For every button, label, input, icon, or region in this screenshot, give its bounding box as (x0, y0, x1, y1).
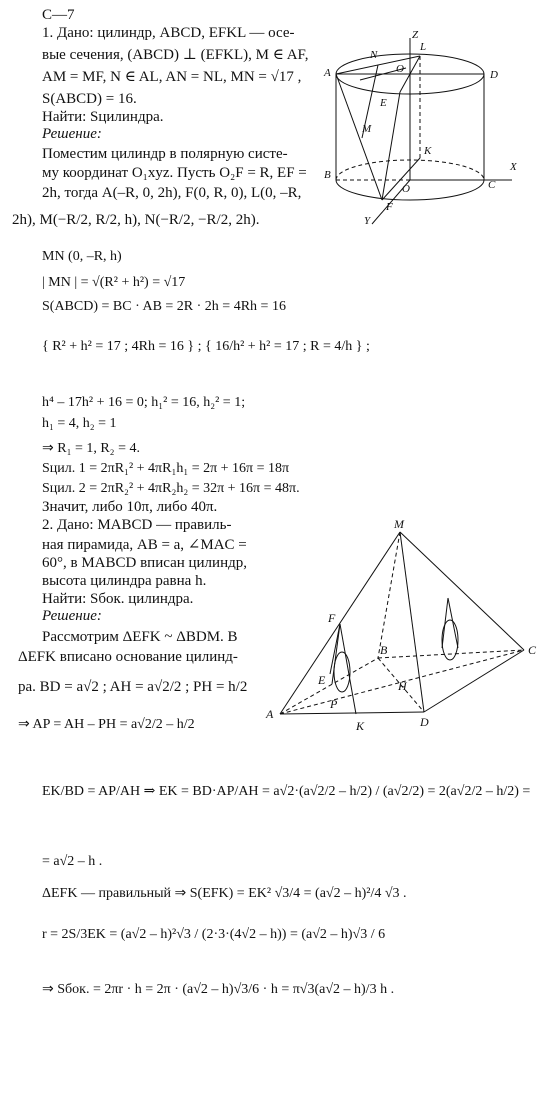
svg-text:E: E (380, 97, 387, 109)
svg-text:A: A (266, 707, 274, 721)
p1-math-quartic: h⁴ – 17h² + 16 = 0; h₁² = 16, h₂² = 1; (42, 395, 246, 410)
p2-body-1: Рассмотрим ΔEFK ~ ΔBDM. В (42, 629, 238, 645)
p2-line-2: ная пирамида, AB = a, ∠MAC = (42, 537, 247, 553)
p1-math-system: { R² + h² = 17 ; 4Rh = 16 } ; { 16/h² + h² = 17 ; R = 4/h } ; (42, 339, 370, 354)
svg-text:M: M (362, 123, 372, 135)
p1-math-s2: Sцил. 2 = 2πR₂² + 4πR₂h₂ = 32π + 16π = 48π. (42, 481, 300, 496)
p1-find: Найти: Sцилиндра. (42, 109, 164, 125)
p2-line-1: 2. Дано: MABCD — правиль- (42, 517, 232, 533)
p2-math-ap: ⇒ AP = AH – PH = a√2/2 – h/2 (18, 717, 195, 732)
svg-text:L: L (420, 41, 427, 53)
svg-text:D: D (490, 69, 498, 81)
p1-math-h-values: h₁ = 4, h₂ = 1 (42, 416, 117, 431)
p2-math-radius: r = 2S/3EK = (a√2 – h)²√3 / (2·3·(4√2 – h)) = (a√2 – h)√3 / 6 (42, 927, 386, 942)
svg-text:P: P (330, 697, 338, 711)
svg-text:X: X (510, 161, 517, 173)
p1-math-area: S(ABCD) = BC · AB = 2R · 2h = 4Rh = 16 (42, 299, 286, 314)
svg-text:O: O (396, 63, 404, 75)
p2-math-area: ΔEFK — правильный ⇒ S(EFK) = EK² √3/4 = (a√2 – h)²/4 √3 . (42, 886, 407, 901)
header: C—7 (42, 7, 75, 23)
p1-line-2: вые сечения, (ABCD) ⊥ (EFKL), M ∈ AF, (42, 47, 309, 63)
p2-math-lateral: ⇒ Sбок. = 2πr · h = 2π · (a√2 – h)√3/6 · h = π√3(a√2 – h)/3 h . (42, 982, 395, 997)
svg-text:N: N (370, 49, 378, 61)
p1-solution-heading: Решение: (42, 126, 102, 142)
p1-body-3: 2h, тогда A(–R, 0, 2h), F(0, R, 0), L(0, –R, (42, 185, 302, 201)
p1-body-4: 2h), M(−R/2, R/2, h), N(−R/2, −R/2, 2h). (12, 212, 260, 228)
p1-math-vector: MN (0, –R, h) (42, 249, 122, 264)
p2-find: Найти: Sбок. цилиндра. (42, 591, 194, 607)
p2-solution-heading: Решение: (42, 608, 102, 624)
svg-text:K: K (424, 145, 432, 157)
svg-text:M: M (394, 517, 404, 531)
p2-line-4: высота цилиндра равна h. (42, 573, 207, 589)
p1-math-r-values: ⇒ R₁ = 1, R₂ = 4. (42, 441, 140, 456)
svg-text:F: F (328, 611, 336, 625)
p2-line-3: 60°, в MABCD вписан цилиндр, (42, 555, 247, 571)
svg-text:B: B (380, 643, 388, 657)
cylinder-figure (320, 28, 525, 228)
p1-math-length: | MN | = √(R² + h²) = √17 (42, 275, 186, 290)
svg-text:H: H (398, 679, 407, 693)
svg-text:C: C (528, 643, 537, 657)
p1-line-4: S(ABCD) = 16. (42, 91, 137, 107)
p1-body-1: Поместим цилиндр в полярную систе- (42, 146, 288, 162)
p1-math-s1: Sцил. 1 = 2πR₁² + 4πR₁h₁ = 2π + 16π = 18π (42, 461, 290, 476)
svg-text:K: K (356, 719, 365, 733)
svg-text:Z: Z (412, 29, 419, 41)
svg-text:E: E (318, 673, 326, 687)
p1-line-3: AM = MF, N ∈ AL, AN = NL, MN = √17 , (42, 69, 302, 85)
svg-text:Y: Y (364, 215, 371, 227)
p2-math-ek-result: = a√2 – h . (42, 854, 103, 869)
svg-text:O: O (402, 183, 410, 195)
p2-body-3: ра. BD = a√2 ; AH = a√2/2 ; PH = h/2 (18, 679, 248, 695)
p2-math-ek: EK/BD = AP/AH ⇒ EK = BD·AP/AH = a√2·(a√2/2 – h/2) / (a√2/2) = 2(a√2/2 – h/2) = (42, 784, 531, 799)
svg-text:A: A (324, 67, 331, 79)
p1-line-1: 1. Дано: цилиндр, ABCD, EFKL — осе- (42, 25, 295, 41)
svg-text:F: F (386, 201, 393, 213)
pyramid-figure (260, 514, 545, 736)
svg-text:D: D (420, 715, 429, 729)
p2-body-2: ΔEFK вписано основание цилинд- (18, 649, 238, 665)
p1-body-2: му координат O₁xyz. Пусть O₂F = R, EF = (42, 165, 307, 181)
p1-answer: Значит, либо 10π, либо 40π. (42, 499, 218, 515)
svg-text:C: C (488, 179, 496, 191)
svg-text:B: B (324, 169, 331, 181)
